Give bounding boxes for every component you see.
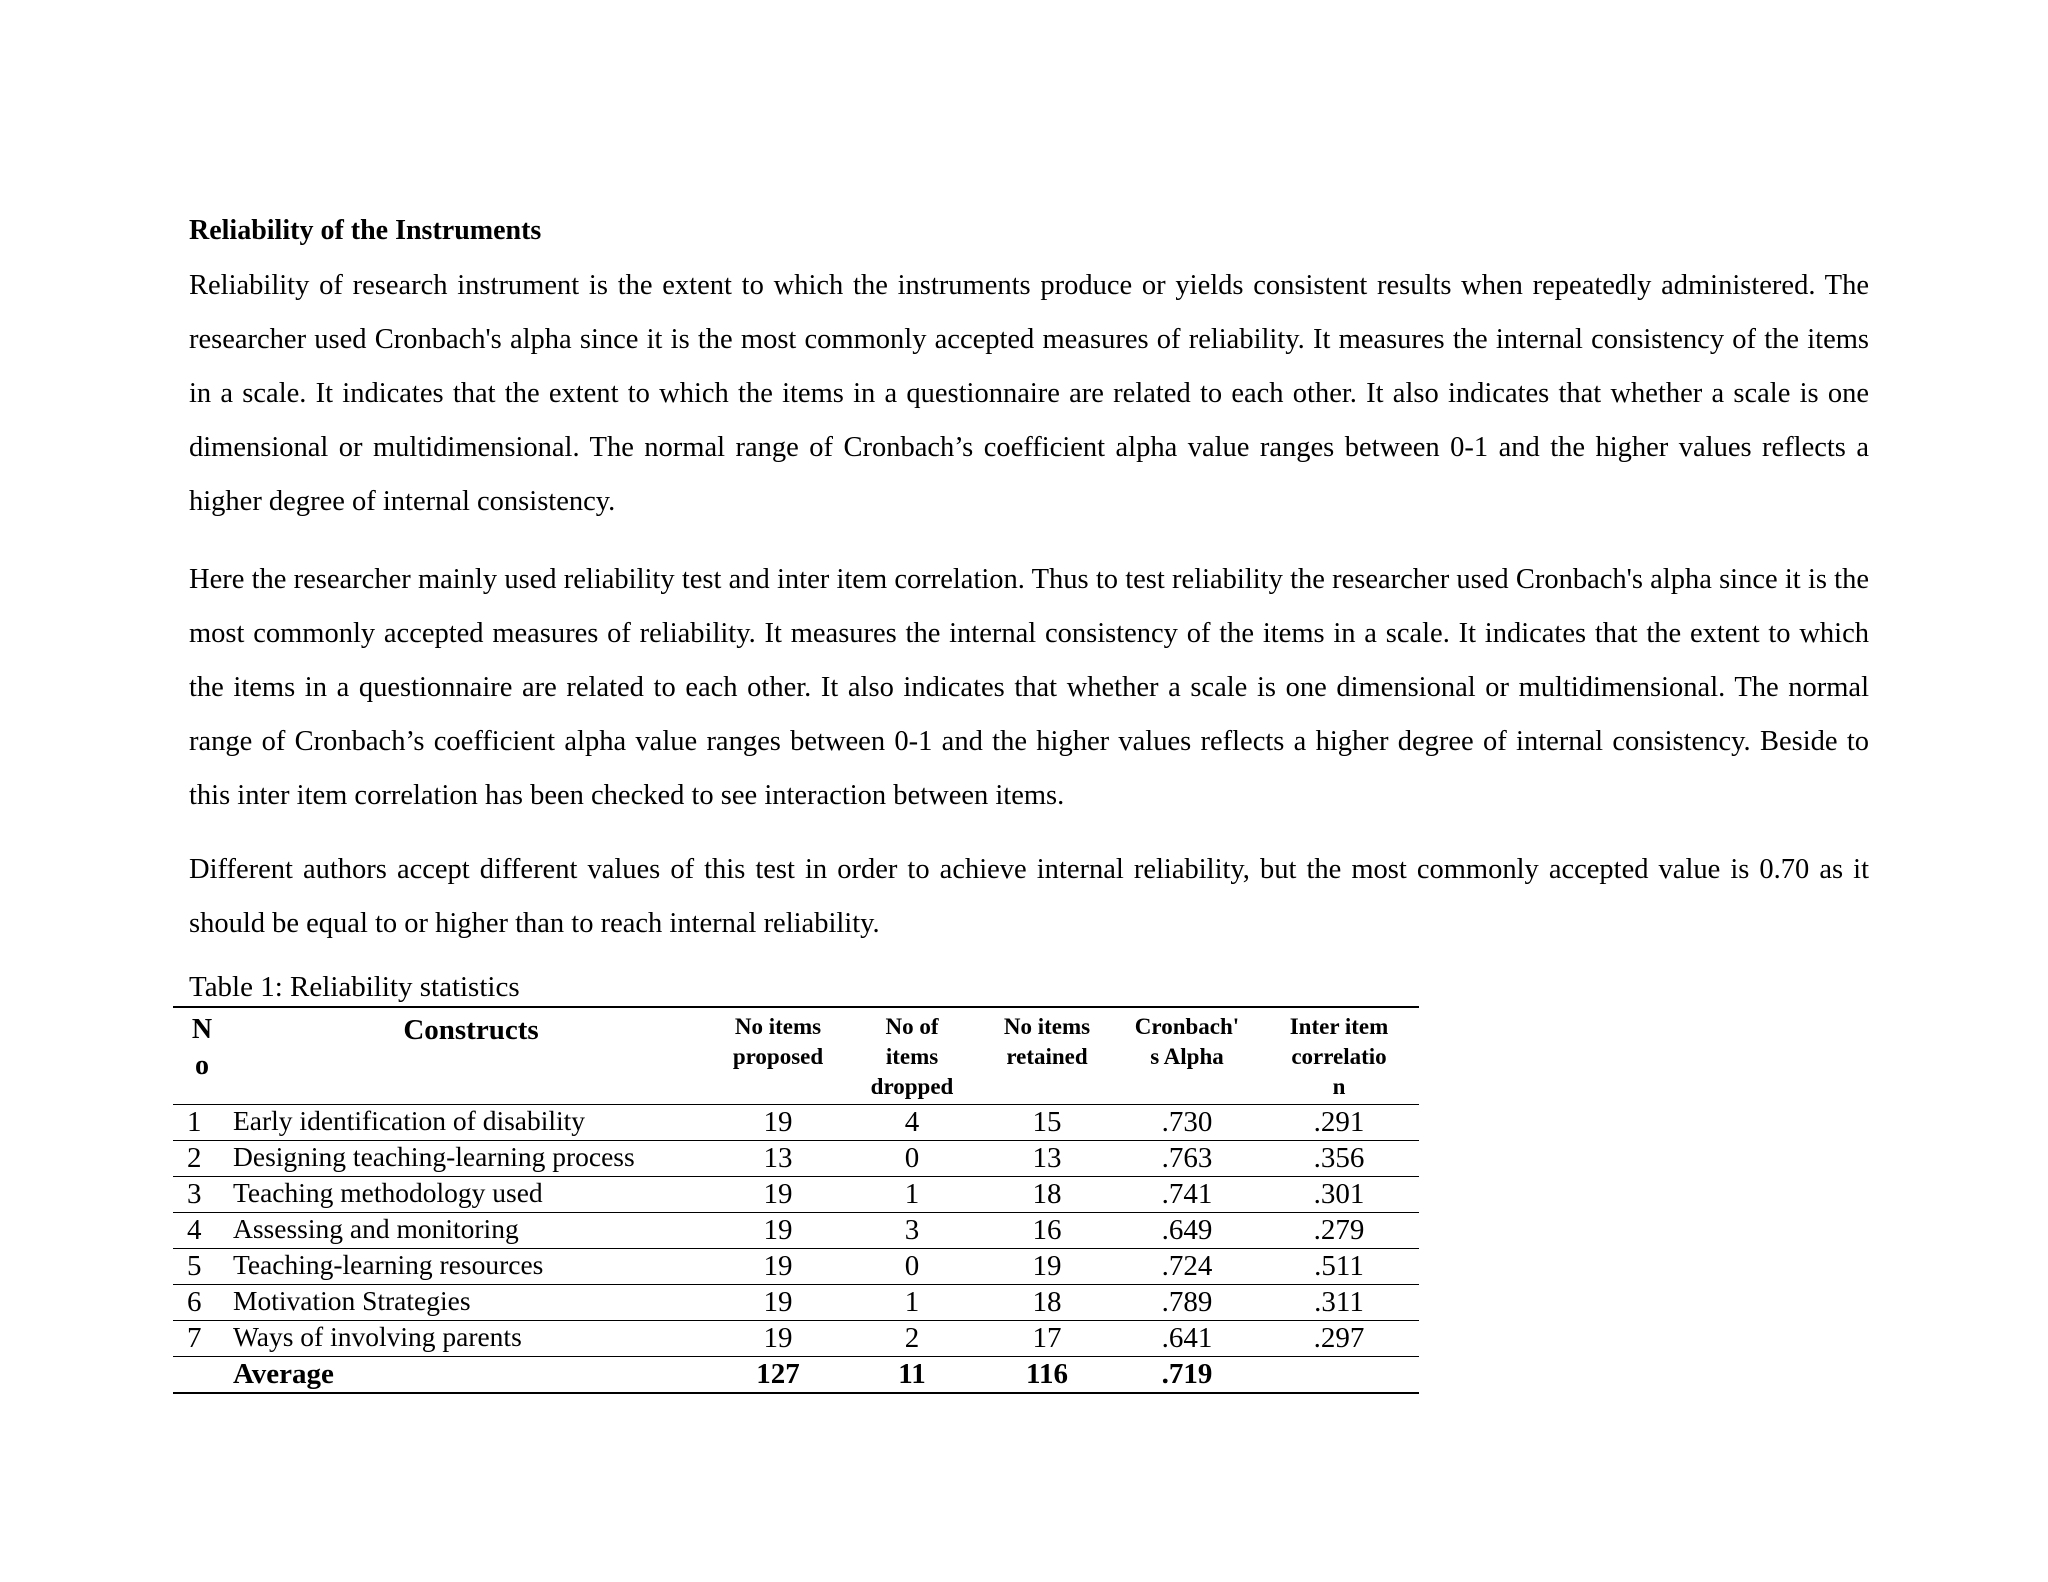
row-number: 4 xyxy=(187,1214,202,1246)
inter-item-correlation: .311 xyxy=(1314,1286,1364,1318)
inter-item-correlation: .291 xyxy=(1313,1106,1365,1138)
header-items-proposed: No items proposed xyxy=(732,1014,824,1069)
row-number-empty xyxy=(173,1357,231,1394)
section-heading: Reliability of the Instruments xyxy=(189,215,542,246)
average-inter-item-correlation xyxy=(1259,1357,1419,1394)
average-cronbach-alpha: .719 xyxy=(1161,1358,1213,1390)
cronbach-alpha: .730 xyxy=(1161,1106,1213,1138)
items-proposed: 19 xyxy=(763,1250,793,1282)
items-retained: 19 xyxy=(1032,1250,1062,1282)
cronbach-alpha: .649 xyxy=(1161,1214,1213,1246)
row-number: 2 xyxy=(187,1142,202,1174)
construct-name: Ways of involving parents xyxy=(233,1321,522,1352)
header-items-dropped: No of items dropped xyxy=(870,1014,954,1099)
items-dropped: 0 xyxy=(904,1142,920,1174)
header-inter-item-correlation: Inter item correlatio n xyxy=(1289,1014,1389,1099)
row-number: 3 xyxy=(187,1178,202,1210)
cronbach-alpha: .641 xyxy=(1161,1322,1213,1354)
items-dropped: 1 xyxy=(904,1178,920,1210)
cronbach-alpha: .724 xyxy=(1161,1250,1213,1282)
average-items-proposed: 127 xyxy=(756,1358,800,1390)
average-items-dropped: 11 xyxy=(898,1358,926,1390)
construct-name: Teaching methodology used xyxy=(233,1177,543,1208)
inter-item-correlation: .279 xyxy=(1313,1214,1365,1246)
table-row xyxy=(173,1105,1419,1141)
table-row-average xyxy=(173,1357,1419,1394)
cronbach-alpha: .763 xyxy=(1161,1142,1213,1174)
inter-item-correlation: .511 xyxy=(1314,1250,1364,1282)
row-number: 7 xyxy=(187,1322,202,1354)
items-dropped: 4 xyxy=(904,1106,920,1138)
header-constructs: Constructs xyxy=(403,1014,539,1046)
row-number: 5 xyxy=(187,1250,202,1282)
table-caption: Table 1: Reliability statistics xyxy=(189,971,520,1003)
inter-item-correlation: .297 xyxy=(1313,1322,1365,1354)
items-proposed: 19 xyxy=(763,1178,793,1210)
items-dropped: 0 xyxy=(904,1250,920,1282)
inter-item-correlation: .356 xyxy=(1313,1142,1365,1174)
items-proposed: 19 xyxy=(763,1106,793,1138)
header-items-retained: No items retained xyxy=(1003,1014,1091,1069)
items-retained: 16 xyxy=(1032,1214,1062,1246)
items-proposed: 19 xyxy=(763,1214,793,1246)
items-retained: 15 xyxy=(1032,1106,1062,1138)
cronbach-alpha: .741 xyxy=(1161,1178,1213,1210)
average-items-retained: 116 xyxy=(1026,1358,1068,1390)
items-proposed: 19 xyxy=(763,1322,793,1354)
construct-name: Assessing and monitoring xyxy=(233,1213,519,1244)
items-dropped: 1 xyxy=(904,1286,920,1318)
paragraph-reliability-method: Here the researcher mainly used reliability test and inter item correlation. Thus to test reliability the researcher used Cronbach's alpha since it is the most commonly accepted measures of reliability. It measures the internal consistency of the items in a scale. It indicates that the extent to which the items in a questionnaire are related to each other. It also indicates that whether a scale is one dimensional or multidimensional. The normal range of Cronbach’s coefficient alpha value ranges between 0-1 and the higher values reflects a higher degree of internal consistency. Beside to this inter item correlation has been checked to see interaction between items. xyxy=(189,564,1869,811)
construct-name: Teaching-learning resources xyxy=(233,1249,544,1280)
table-row xyxy=(173,1177,1419,1213)
items-dropped: 3 xyxy=(904,1214,920,1246)
paragraph-reliability-definition: Reliability of research instrument is the extent to which the instruments produce or yields consistent results when repeatedly administered. The researcher used Cronbach's alpha since it is the most commonly accepted measures of reliability. It measures the internal consistency of the items in a scale. It indicates that the extent to which the items in a questionnaire are related to each other. It also indicates that whether a scale is one dimensional or multidimensional. The normal range of Cronbach’s coefficient alpha value ranges between 0-1 and the higher values reflects a higher degree of internal consistency. xyxy=(189,270,1869,517)
table-row xyxy=(173,1321,1419,1357)
reliability-table xyxy=(173,1006,1419,1394)
row-number: 1 xyxy=(187,1106,202,1138)
table-row xyxy=(173,1249,1419,1285)
items-retained: 18 xyxy=(1032,1178,1062,1210)
cronbach-alpha: .789 xyxy=(1161,1286,1213,1318)
average-label: Average xyxy=(233,1358,334,1390)
items-proposed: 19 xyxy=(763,1286,793,1318)
table-header-row xyxy=(173,1007,1419,1105)
table-row xyxy=(173,1141,1419,1177)
items-proposed: 13 xyxy=(763,1142,793,1174)
paragraph-accepted-value: Different authors accept different values of this test in order to achieve internal reliability, but the most commonly accepted value is 0.70 as it should be equal to or higher than to reach internal reliability. xyxy=(189,854,1869,939)
construct-name: Motivation Strategies xyxy=(233,1285,471,1316)
inter-item-correlation: .301 xyxy=(1313,1178,1365,1210)
table-row xyxy=(173,1213,1419,1249)
construct-name: Early identification of disability xyxy=(233,1105,586,1136)
items-retained: 17 xyxy=(1032,1322,1062,1354)
items-retained: 18 xyxy=(1032,1286,1062,1318)
items-dropped: 2 xyxy=(904,1322,920,1354)
items-retained: 13 xyxy=(1032,1142,1062,1174)
header-cronbach-alpha: Cronbach' s Alpha xyxy=(1134,1014,1240,1069)
header-no: N o xyxy=(191,1014,213,1081)
construct-name: Designing teaching-learning process xyxy=(233,1141,635,1172)
table-row xyxy=(173,1285,1419,1321)
row-number: 6 xyxy=(187,1286,202,1318)
